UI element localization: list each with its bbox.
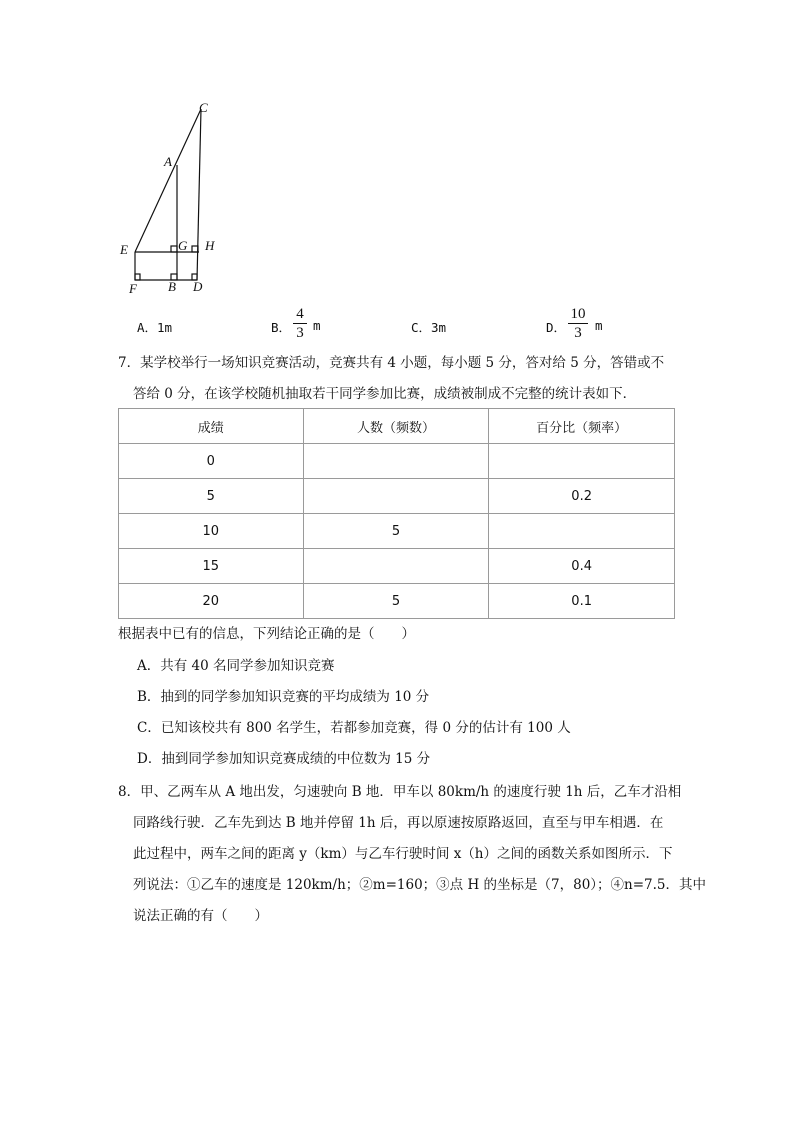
q8-line-5: 说法正确的有（ ） <box>133 908 268 924</box>
label-A: A <box>164 154 172 169</box>
q7-option-d: D．抽到同学参加知识竞赛成绩的中位数为 15 分 <box>137 751 431 767</box>
table-cell: 5 <box>119 479 304 514</box>
table-cell <box>303 479 489 514</box>
header-score: 成绩 <box>119 409 304 444</box>
table-cell <box>303 549 489 584</box>
q6-option-d-prefix: D． <box>546 320 567 335</box>
q7-option-a: A．共有 40 名同学参加知识竞赛 <box>137 658 335 674</box>
right-angle-G <box>171 246 177 252</box>
table-cell: 10 <box>119 514 304 549</box>
table-row <box>119 514 675 549</box>
q7-option-c: C．已知该校共有 800 名学生，若都参加竞赛，得 0 分的估计有 100 人 <box>137 720 571 736</box>
fraction-numerator: 10 <box>570 306 586 322</box>
header-count: 人数（频数） <box>303 409 489 444</box>
geometry-figure <box>110 95 230 300</box>
line-EC <box>135 109 201 252</box>
q6-option-b-prefix: B． <box>271 320 292 335</box>
fraction-denominator: 3 <box>574 325 582 341</box>
table-cell: 5 <box>303 584 489 619</box>
score-table <box>118 408 675 619</box>
q8-line-3: 此过程中，两车之间的距离 y（km）与乙车行驶时间 x（h）之间的函数关系如图所示．下 <box>133 846 673 862</box>
label-E: E <box>120 242 128 257</box>
q6-option-d-unit: m <box>595 318 603 333</box>
table-cell <box>489 514 675 549</box>
table-row <box>119 549 675 584</box>
q8-line-2: 同路线行驶．乙车先到达 B 地并停留 1h 后，再以原速按原路返回，直至与甲车相遇．在 <box>133 815 664 831</box>
fraction-bar <box>293 323 307 324</box>
label-C: C <box>199 100 208 115</box>
label-G: G <box>178 238 188 253</box>
fraction-denominator: 3 <box>296 325 304 341</box>
table-row <box>119 444 675 479</box>
table-row <box>119 584 675 619</box>
q7-line-1: 7．某学校举行一场知识竞赛活动，竞赛共有 4 小题，每小题 5 分，答对给 5 分，答错或不 <box>118 355 665 371</box>
table-cell <box>489 444 675 479</box>
label-B: B <box>168 279 176 294</box>
label-H: H <box>205 238 215 253</box>
table-header-row <box>119 409 675 444</box>
label-F: F <box>129 281 137 296</box>
q7-line-2: 答给 0 分，在该学校随机抽取若干同学参加比赛，成绩被制成不完整的统计表如下． <box>133 386 637 402</box>
q6-option-b-unit: m <box>313 318 321 333</box>
q8-line-1: 8．甲、乙两车从 A 地出发，匀速驶向 B 地．甲车以 80km/h 的速度行驶 1h 后，乙车才沿相 <box>118 784 682 800</box>
table-cell: 0 <box>119 444 304 479</box>
table-cell: 5 <box>303 514 489 549</box>
table-cell: 0.2 <box>489 479 675 514</box>
label-D: D <box>193 279 203 294</box>
q6-option-c: C．3m <box>411 320 447 335</box>
q7-option-b: B．抽到的同学参加知识竞赛的平均成绩为 10 分 <box>137 689 430 705</box>
fraction-numerator: 4 <box>296 306 304 322</box>
table-cell: 20 <box>119 584 304 619</box>
header-percent: 百分比（频率） <box>489 409 675 444</box>
table-cell: 0.4 <box>489 549 675 584</box>
table-row <box>119 479 675 514</box>
q6-option-d-fraction <box>568 306 588 341</box>
right-angle-F <box>135 274 140 280</box>
table-cell: 15 <box>119 549 304 584</box>
line-CD <box>197 109 201 280</box>
q7-stem: 根据表中已有的信息，下列结论正确的是（ ） <box>118 626 415 642</box>
q8-line-4: 列说法：①乙车的速度是 120km/h；②m=160；③点 H 的坐标是（7，80）；④n=7.5．其中 <box>133 877 707 893</box>
q6-option-a: A．1m <box>137 320 173 335</box>
table-cell <box>303 444 489 479</box>
table-cell: 0.1 <box>489 584 675 619</box>
fraction-bar <box>568 323 588 324</box>
q6-option-b-fraction <box>293 306 307 341</box>
